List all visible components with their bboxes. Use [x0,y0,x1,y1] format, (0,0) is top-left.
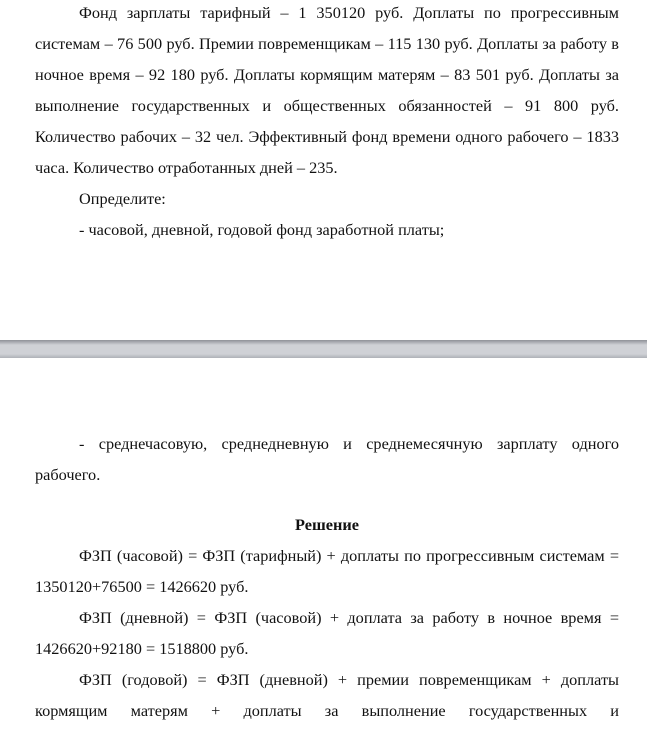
paragraph-formula-daily: ФЗП (дневной) = ФЗП (часовой) + доплата за работу в ночное время = 1426620+92180 = 1518800 руб. [35,608,619,658]
document-page-2 [0,358,647,734]
page-2-content [35,428,619,726]
page-separator [0,340,647,358]
paragraph-input-data: Фонд зарплаты тарифный – 1 350120 руб. Доплаты по прогрессивным системам – 76 500 руб. Премии повременщикам – 115 130 руб. Доплаты за работу в ночное время – 92 180 руб. Доплаты кормящим матерям – 83 501 руб. Доплаты за выполнение государственных и общественных обязанностей – 91 800 руб. Количество рабочих – 32 чел. Эффективный фонд времени одного рабочего – 1833 часа. Количество отработанных дней – 235. [35,3,619,177]
paragraph-task-fund: - часовой, дневной, годовой фонд заработной платы; [79,220,445,239]
paragraph-define-label: Определите: [79,189,166,208]
paragraph-formula-annual: ФЗП (годовой) = ФЗП (дневной) + премии повременщикам + доплаты кормящим матерям + доплаты за выполнение государственных и [35,670,619,720]
document-page-1 [0,0,647,340]
paragraph-task-average-wage: - среднечасовую, среднедневную и среднемесячную зарплату одного рабочего. [35,434,619,484]
paragraph-formula-hourly: ФЗП (часовой) = ФЗП (тарифный) + доплаты по прогрессивным системам = 1350120+76500 = 1426620 руб. [35,546,619,596]
solution-heading: Решение [295,515,359,534]
page-1-content [35,0,619,245]
